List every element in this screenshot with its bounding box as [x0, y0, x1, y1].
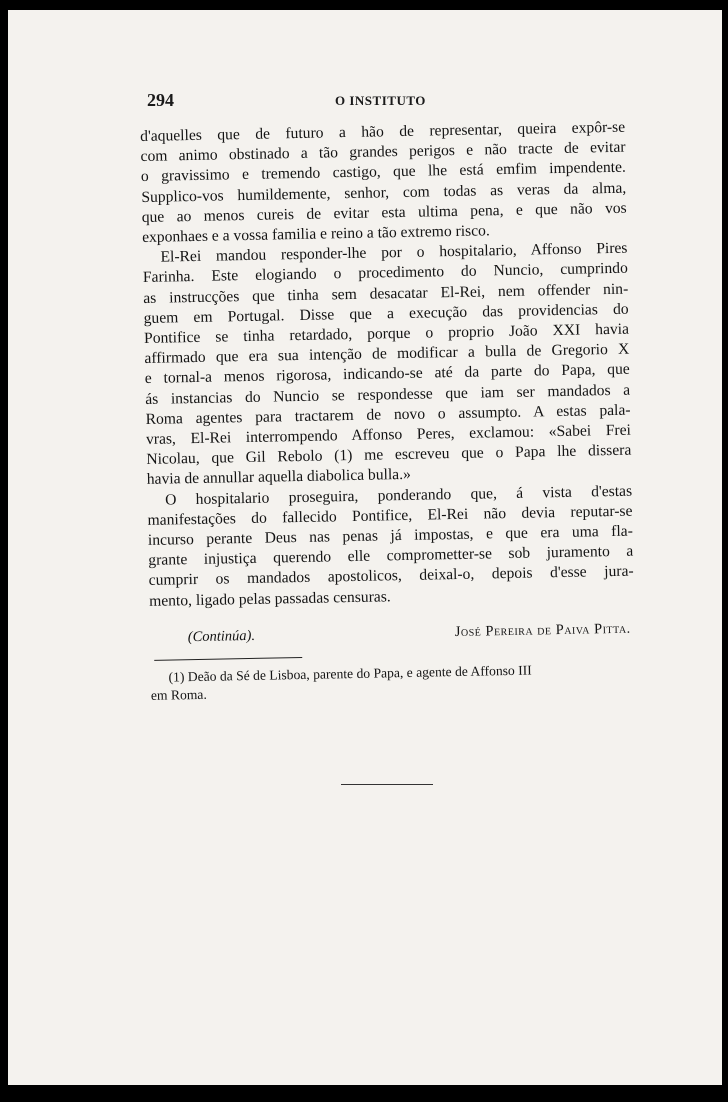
text-line: Farinha. Este elogiando o procedimento do Nuncio, cumprindo — [142, 260, 628, 287]
text-line: cumprir os mandados apostolicos, deixal-o, depois d'esse jura- — [148, 563, 634, 590]
author-name: José Pereira de Paiva Pitta. — [454, 620, 631, 640]
text-line: affirmado que era sua intenção de modificar a bulla de Gregorio X — [144, 340, 630, 368]
body-text — [140, 118, 636, 705]
page-header — [147, 90, 667, 116]
text-line: ás instancias do Nuncio se respondesse que iam ser mandados a — [145, 381, 631, 408]
text-line: o gravissimo e tremendo castigo, que lhe está emfim impendente. — [140, 159, 627, 186]
signature-row — [150, 616, 635, 653]
text-line: guem em Portugal. Disse que a execução das providencias do — [143, 300, 629, 327]
text-line: Pontifice se tinha retardado, porque o proprio João XXI havia — [143, 320, 630, 347]
text-line: exponhaes e a vossa familia e reino a tão extremo risco. — [141, 222, 490, 246]
text-line: Nicolau, que Gil Rebolo (1) me escreveu que o Papa lhe dissera — [146, 441, 632, 469]
text-line: mento, ligado pelas passadas censuras. — [148, 587, 391, 610]
text-line: que ao menos cureis de evitar esta ultima pena, e que não vos — [141, 199, 627, 226]
text-line: vras, El-Rei interrompendo Affonso Peres, exclamou: «Sabei Frei — [145, 421, 632, 448]
text-line: e tornal-a menos rigorosa, indicando-se até da parte do Papa, que — [144, 361, 630, 388]
page-number: 294 — [147, 90, 174, 110]
text-line: com animo obstinado a tão grandes perigos e não tracte de evitar — [140, 138, 626, 166]
text-line: El-Rei mandou responder-lhe por o hospitalario, Affonso Pires — [160, 239, 628, 266]
footnote-rule — [154, 657, 302, 661]
text-line: grante injustiça querendo elle comprometter-se sob juramento a — [148, 542, 634, 570]
text-line: incurso perante Deus nas penas já impostas, e que era uma fla- — [147, 522, 634, 549]
text-line: d'aquelles que de futuro a hão de representar, queira expôr-se — [140, 118, 626, 145]
running-title: O INSTITUTO — [335, 93, 426, 108]
footnote-line: (1) Deão da Sé de Lisboa, parente do Papa, e agente de Affonso III — [168, 662, 532, 685]
text-line: havia de annullar aquella diabolica bulla.» — [146, 466, 412, 489]
text-line: manifestações do fallecido Pontifice, El-Rei não devia reputar-se — [147, 502, 633, 529]
text-line: Supplico-vos humildemente, senhor, com todas as veras da alma, — [141, 179, 627, 206]
text-line: O hospitalario proseguira, ponderando que, á vista d'estas — [164, 482, 633, 509]
text-line: as instrucções que tinha sem desacatar El-Rei, nem offender nin- — [143, 280, 629, 307]
end-rule — [341, 784, 433, 785]
text-line: Roma agentes para tractarem de novo o assumpto. A estas pala- — [145, 401, 631, 428]
footnote-line: em Roma. — [150, 686, 207, 703]
continua-note: (Continúa). — [187, 627, 256, 646]
